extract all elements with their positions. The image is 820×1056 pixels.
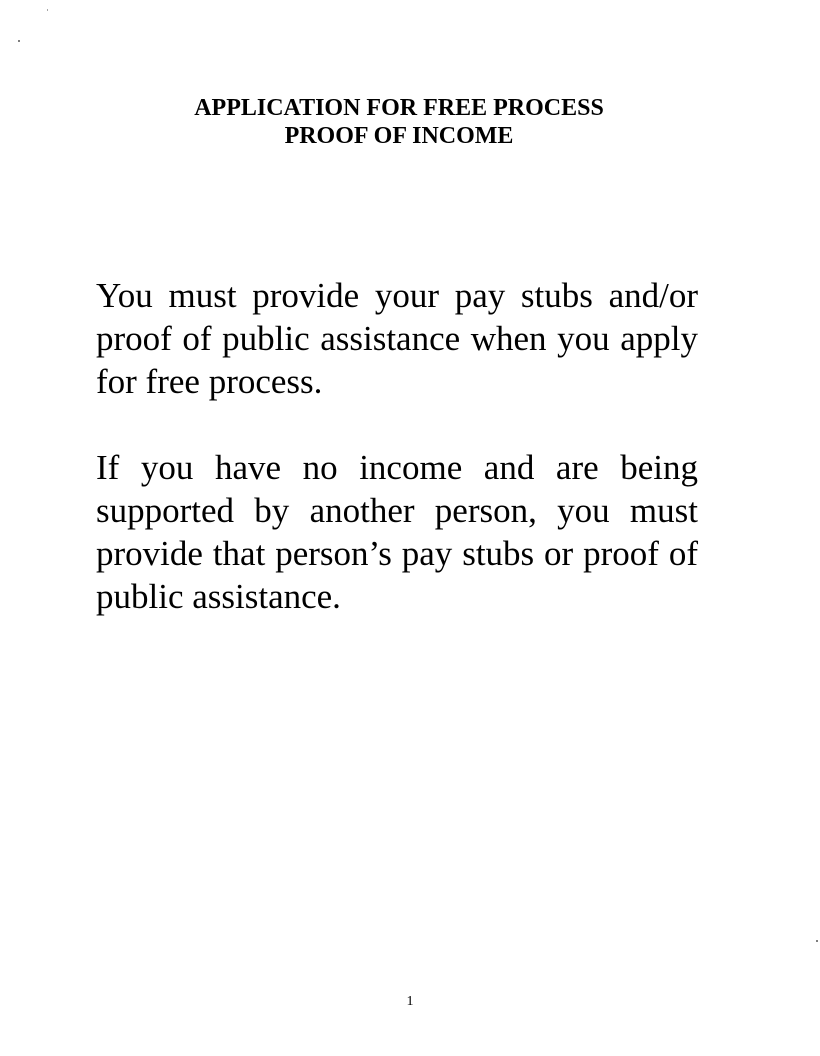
scan-speck — [816, 940, 818, 942]
scan-speck — [47, 9, 48, 11]
page-number: 1 — [406, 994, 414, 1009]
instruction-paragraph: If you have no income and are being supported by another person, you must provide that person’s pay stubs or proof of public assistance. — [96, 448, 698, 616]
scan-speck — [18, 40, 20, 42]
instruction-paragraph: You must provide your pay stubs and/or proof of public assistance when you apply for free process. — [96, 276, 698, 401]
header-subtitle-line: PROOF OF INCOME — [284, 123, 514, 149]
document-header — [0, 94, 798, 150]
header-title-line: APPLICATION FOR FREE PROCESS — [194, 95, 604, 121]
